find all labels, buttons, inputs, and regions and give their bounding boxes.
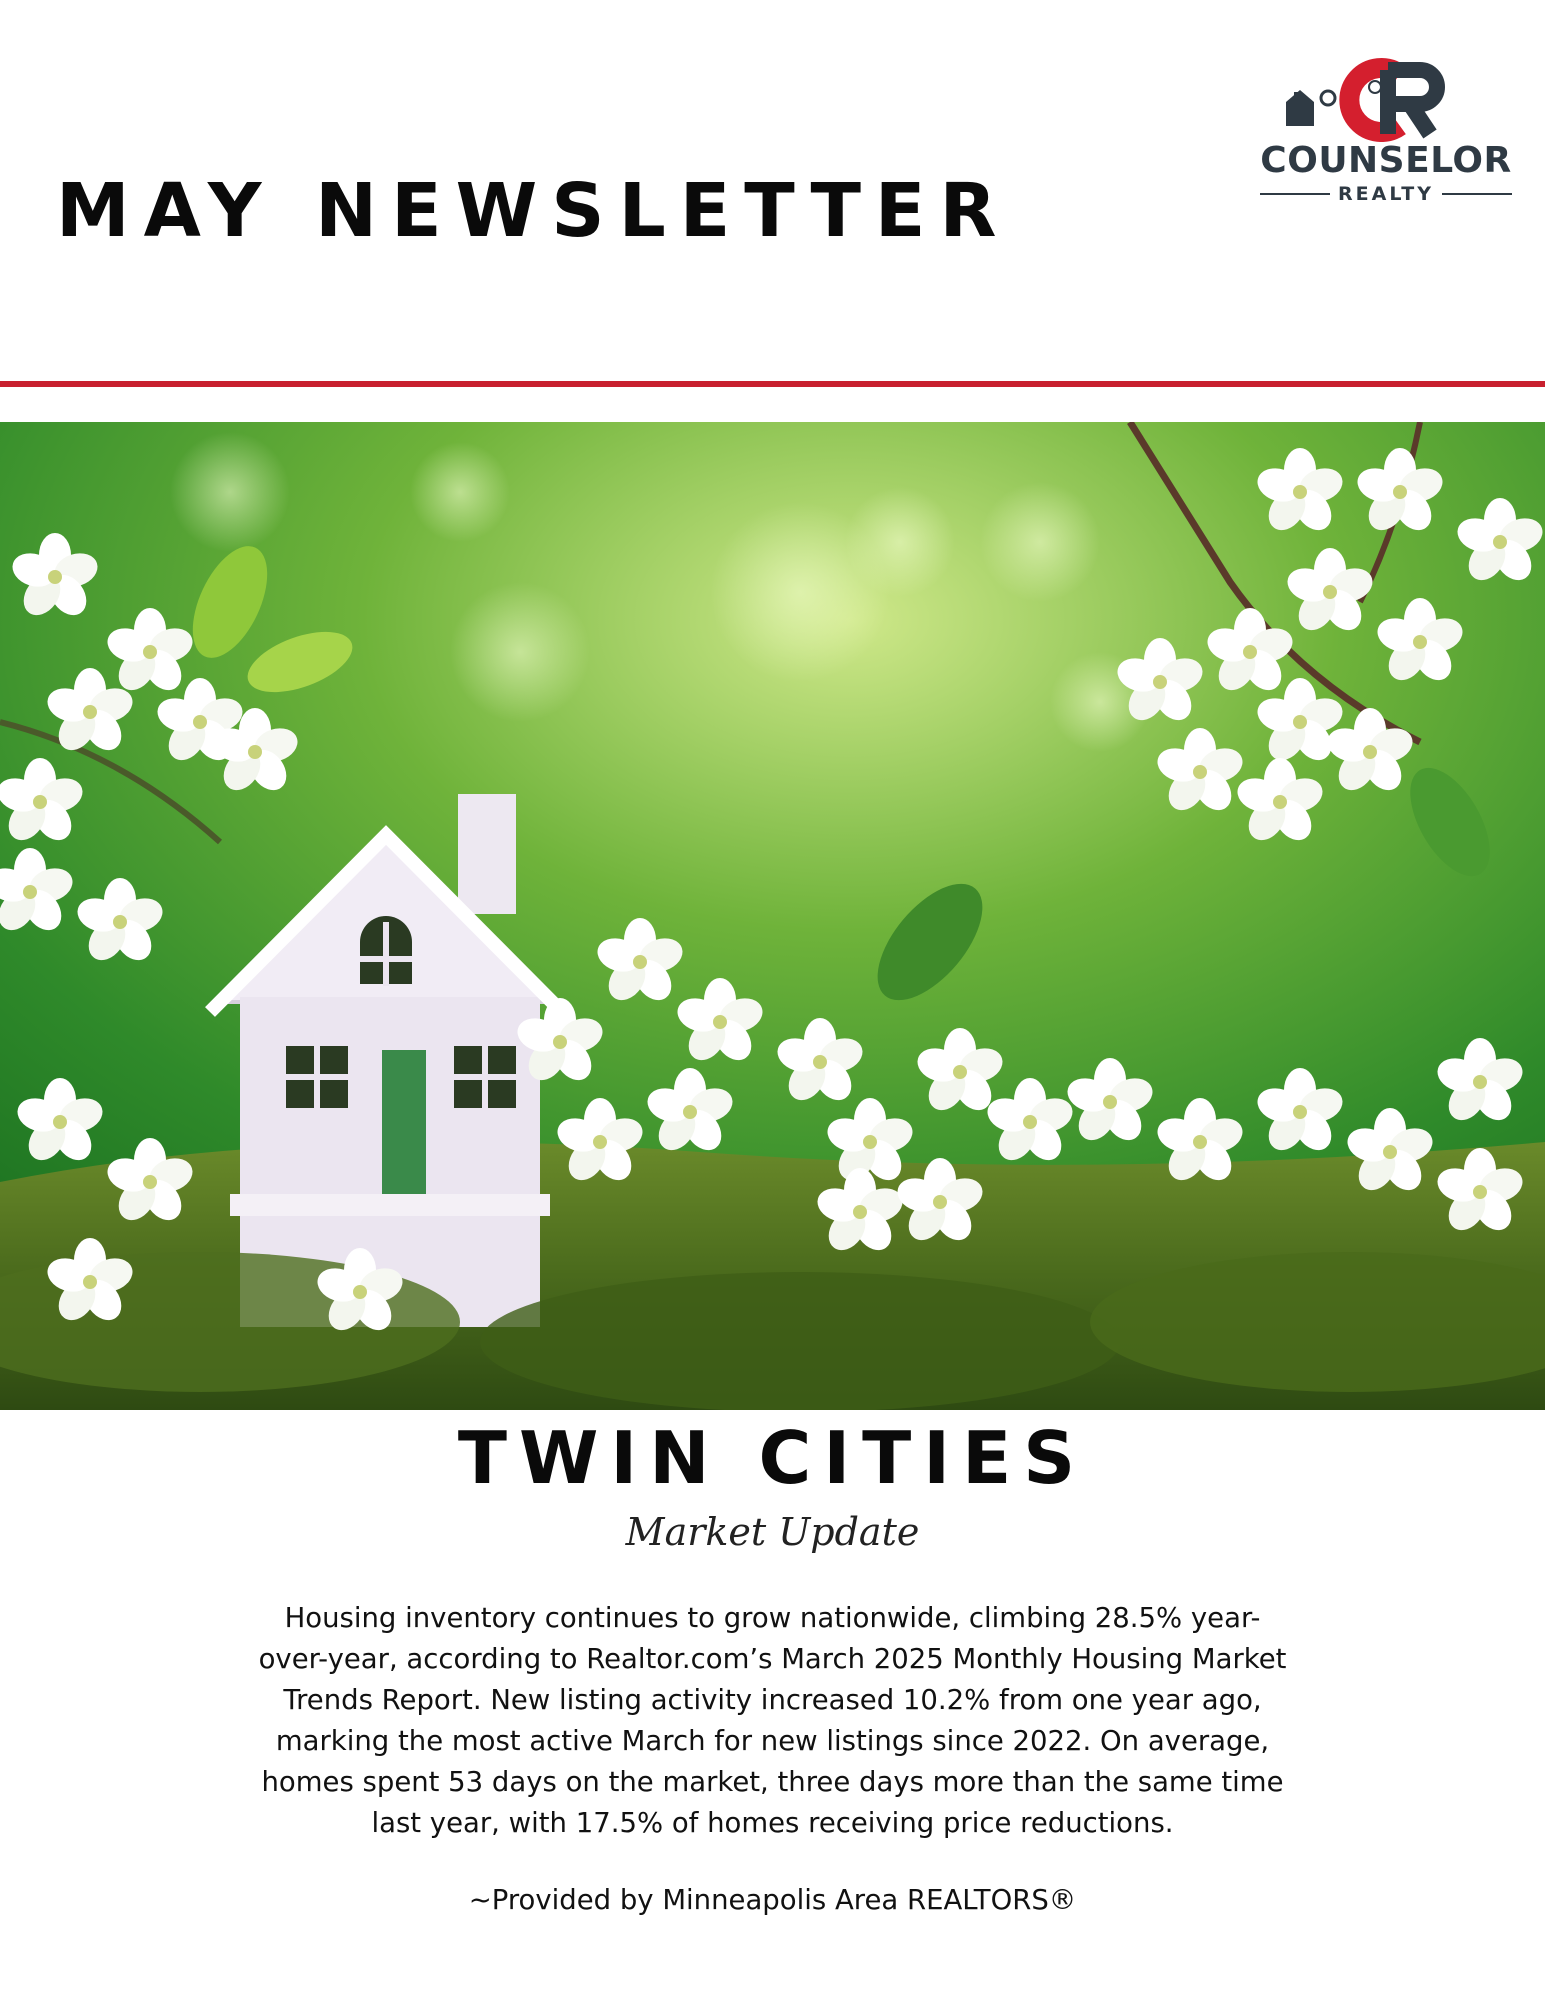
logo-rule-left bbox=[1260, 193, 1330, 195]
logo-subline bbox=[1250, 182, 1522, 206]
hero-image bbox=[0, 422, 1545, 1410]
logo-rule-right bbox=[1442, 193, 1512, 195]
house-among-white-blossoms-icon bbox=[0, 422, 1545, 1410]
article-subtitle: Market Update bbox=[625, 1510, 920, 1554]
article-title: TWIN CITIES bbox=[457, 1416, 1088, 1500]
newsletter-title: MAY NEWSLETTER bbox=[56, 168, 1011, 254]
counselor-realty-logo bbox=[1250, 52, 1522, 204]
article-body: Housing inventory continues to grow nationwide, climbing 28.5% year-over-year, according to Realtor.com’s March 2025 Monthly Housing Market Trends Report. New listing activity increased 10.2% from one year ago, marking the most active March for new listings since 2022. On average, homes spent 53 days on the market, three days more than the same time last year, with 17.5% of homes receiving price reductions. bbox=[258, 1602, 1287, 1839]
logo-name: COUNSELOR bbox=[1260, 140, 1512, 181]
cr-logo-mark-icon bbox=[1250, 52, 1522, 142]
article-credit: ~Provided by Minneapolis Area REALTORS® bbox=[468, 1884, 1077, 1916]
logo-sub: REALTY bbox=[1338, 183, 1434, 205]
red-divider bbox=[0, 381, 1545, 387]
